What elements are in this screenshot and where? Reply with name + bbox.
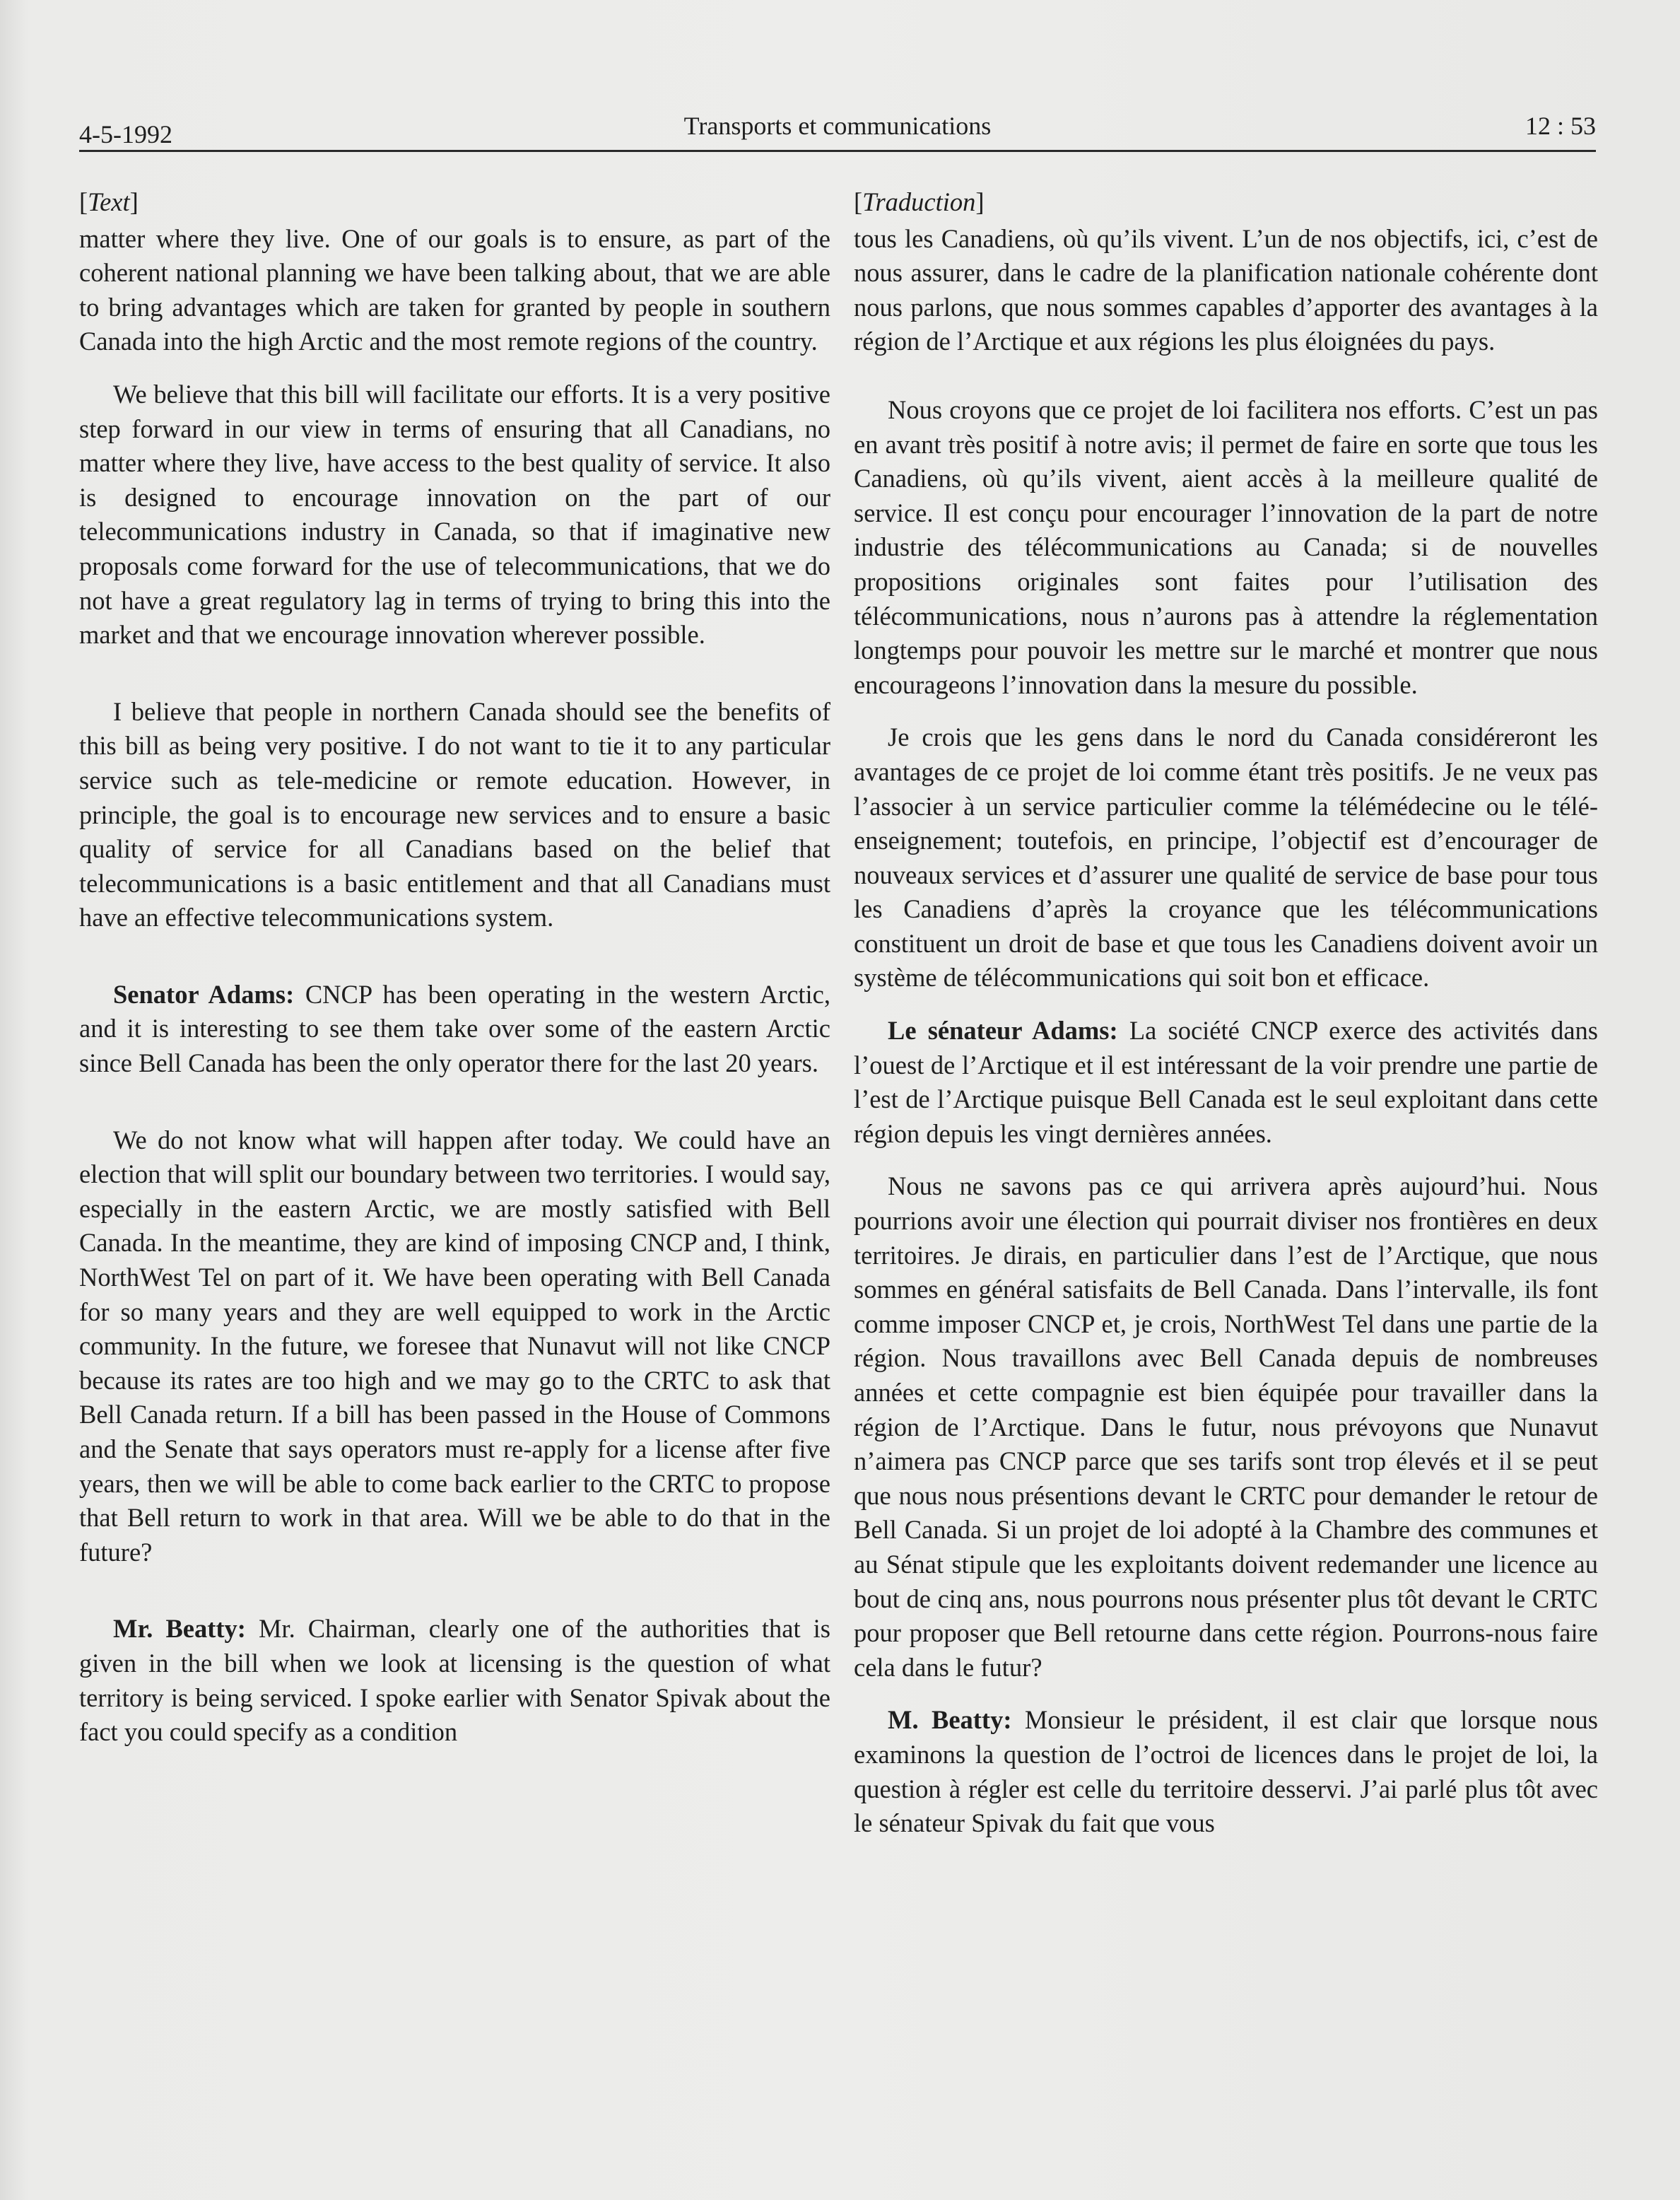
paragraph-text: Nous croyons que ce projet de loi facilitera nos efforts. C’est un pas en avant très positif à notre avis; il permet de faire en sorte que tous les Canadiens, où qu’ils vivent, aient accès à la meilleure qualité de service. Il est conçu pour encourager l’innovation de la part de notre industrie des télécommunications au Canada; si de nouvelles propositions originales sont faites pour l’utilisation des télécommunications, nous n’aurons pas à attendre la réglementation longtemps pour pouvoir les mettre sur le marché et montrer que nous encourageons l’innovation dans la mesure du possible. (854, 394, 1598, 699)
section-tag-word: Traduction (862, 187, 976, 216)
section-tag: [Text] (79, 187, 139, 216)
speaker-name: M. Beatty: (888, 1705, 1012, 1735)
speaker-paragraph (854, 1703, 1598, 1840)
header-title: Transports et communications (683, 112, 992, 140)
paragraph (79, 378, 830, 653)
header-date: 4-5-1992 (79, 120, 172, 148)
paragraph-text: matter where they live. One of our goals is to ensure, as part of the coherent national planning we have been talking about, that we are able to bring advantages which are taken for granted by people in southern Canada into the high Arctic and the most remote regions of the country. (79, 223, 830, 356)
paragraph (854, 222, 1598, 359)
paragraph (854, 720, 1598, 995)
english-column (79, 185, 830, 1750)
paragraph (854, 1169, 1598, 1685)
paragraph-text: I believe that people in northern Canada should see the benefits of this bill as being very positive. I do not want to tie it to any particular service such as tele-medicine or remote education. However, in principle, the goal is to encourage new services and to ensure a basic quality of service for all Canadians based on the belief that telecommunications is a basic entitlement and that all Canadians must have an effective telecommunications system. (79, 696, 830, 932)
paragraph-text: tous les Canadiens, où qu’ils vivent. L’un de nos objectifs, ici, c’est de nous assurer, dans le cadre de la planification nationale cohérente dont nous parlons, que nous sommes capables d’apporter des avantages à la région de l’Arctique et aux régions les plus éloignées du pays. (854, 223, 1598, 356)
running-header (79, 106, 1596, 152)
section-tag: [Traduction] (854, 187, 985, 216)
paragraph-text: Monsieur le président, il est clair que lorsque nous examinons la question de l’octroi de licences dans le projet de loi, la question à régler est celle du territoire desservi. J’ai parlé plus tôt avec le sénateur Spivak du fait que vous (854, 1705, 1598, 1838)
paragraph-text: La société CNCP exerce des activités dans l’ouest de l’Arctique et il est intéressant de la voir prendre une partie de l’est de l’Arctique puisque Bell Canada est le seul exploitant dans cette région depuis les vingt dernières années. (854, 1016, 1599, 1148)
paragraph-text: Nous ne savons pas ce qui arrivera après aujourd’hui. Nous pourrions avoir une élection qui pourrait diviser nos frontières en deux territoires. Je dirais, en particulier dans l’est de l’Arctique, que nous sommes en général satisfaits de Bell Canada. Dans l’intervalle, ils font comme imposer CNCP et, je crois, NorthWest Tel dans une partie de la région. Nous travaillons avec Bell Canada depuis de nombreuses années et cette compagnie est bien équipée pour travailler dans la région de l’Arctique. Dans le futur, nous prévoyons que Nunavut n’aimera pas CNCP parce que ses tarifs sont trop élevés et il se peut que nous nous présentions devant le CRTC pour demander le retour de Bell Canada. Si un projet de loi adopté à la Chambre des communes et au Sénat stipule que les exploitants doivent redemander une licence au bout de cinq ans, nous pourrons nous présenter plus tôt devant le CRTC pour proposer que Bell retourne dans cette région. Pourrons-nous faire cela dans le futur? (854, 1171, 1598, 1682)
paragraph (79, 695, 830, 935)
paragraph (79, 1123, 830, 1570)
speaker-name: Le sénateur Adams: (888, 1016, 1118, 1046)
speaker-name: Mr. Beatty: (113, 1614, 246, 1644)
section-tag-word: Text (88, 187, 130, 216)
paragraph (854, 393, 1598, 702)
speaker-paragraph (79, 978, 830, 1081)
header-page-number: 12 : 53 (1525, 112, 1596, 140)
paragraph-text: Mr. Chairman, clearly one of the authorities that is given in the bill when we look at licensing is the question of what territory is being serviced. I spoke earlier with Senator Spivak about the fact you could specify as a condition (79, 1614, 830, 1747)
speaker-paragraph (854, 1014, 1598, 1151)
paragraph (79, 222, 830, 359)
paragraph-text: We believe that this bill will facilitate our efforts. It is a very positive step forward in our view in terms of ensuring that all Canadians, no matter where they live, have access to the best quality of service. It also is designed to encourage innovation on the part of our telecommunications industry in Canada, so that if imaginative new proposals come forward for the use of telecommunications, that we do not have a great regulatory lag in terms of trying to bring this into the market and that we encourage innovation wherever possible. (79, 379, 830, 650)
speaker-name: Senator Adams: (113, 979, 295, 1009)
paragraph-text: We do not know what will happen after today. We could have an election that will split our boundary between two territories. I would say, especially in the eastern Arctic, we are mostly satisfied with Bell Canada. In the meantime, they are kind of imposing CNCP and, I think, NorthWest Tel on part of it. We have been operating with Bell Canada for so many years and they are well equipped to work in the Arctic community. In the future, we foresee that Nunavut will not like CNCP because its rates are too high and we may go to the CRTC to ask that Bell Canada return. If a bill has been passed in the House of Commons and the Senate that says operators must re-apply for a license after five years, then we will be able to come back earlier to the CRTC to propose that Bell return to work in that area. Will we be able to do that in the future? (79, 1125, 830, 1567)
french-column (854, 185, 1598, 1841)
speaker-paragraph (79, 1612, 830, 1749)
paragraph-text: CNCP has been operating in the western Arctic, and it is interesting to see them take over some of the eastern Arctic since Bell Canada has been the only operator there for the last 20 years. (79, 979, 831, 1078)
paragraph-text: Je crois que les gens dans le nord du Canada considéreront les avantages de ce projet de loi comme étant très positifs. Je ne veux pas l’associer à un service particulier comme la télémédecine ou le télé-enseignement; toutefois, en principe, l’objectif est d’encourager de nouveaux services et d’assurer une qualité de service de base pour tous les Canadiens d’après la croyance que les télécommunications constituent un droit de base et que tous les Canadiens doivent avoir un système de télécommunications qui soit bon et efficace. (854, 722, 1598, 993)
